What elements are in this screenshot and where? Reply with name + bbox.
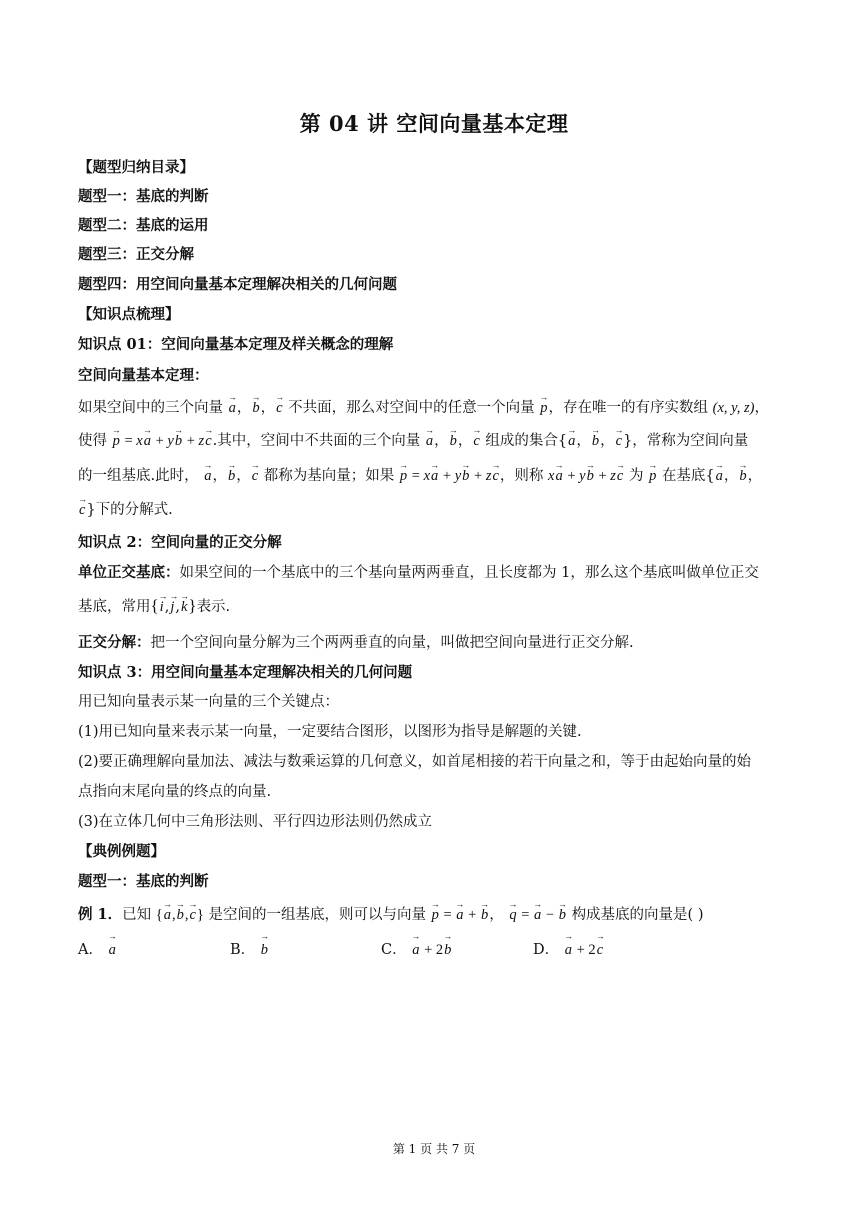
choice-d[interactable]: D． → a + 2→ c xyxy=(533,938,604,959)
choice-a[interactable]: A． → a xyxy=(78,938,117,959)
page-title: 第 04 讲 空间向量基本定理 xyxy=(299,111,569,136)
kp1-paragraph-line-3: 的一组基底.此时， → a，→ b，→ c 都称为基向量；如果 → p = x→ a + y→ b + z→ c，则称 x→ a + y→ b + z→ c 为 → p 在基底{→ a，→ b， xyxy=(78,466,798,486)
example-1-question: 例 1．已知 {→ a,→ b,→ c} 是空间的一组基底，则可以与向量 → p = → a + → b， → q = → a − → b 构成基底的向量是( ) xyxy=(78,905,798,925)
page-footer: 第 1 页 共 7 页 xyxy=(392,1142,476,1156)
choice-b[interactable]: B． → b xyxy=(230,938,269,959)
kp3-line-1: 用已知向量表示某一向量的三个关键点： xyxy=(78,694,339,710)
choice-d-expr: → a + 2→ c xyxy=(564,942,604,958)
choice-c[interactable]: C． → a + 2→ b xyxy=(381,938,452,959)
section-knowledge-heading: 【知识点梳理】 xyxy=(78,306,180,323)
choice-a-expr: → a xyxy=(108,942,117,958)
type-item-3: 题型三：正交分解 xyxy=(78,246,194,263)
kp1-subtitle: 空间向量基本定理： xyxy=(78,367,209,384)
kp2-unit-line-2: 基底，常用{→ i,→ j,→ k}表示. xyxy=(78,596,798,617)
kp2-title: 知识点 2：空间向量的正交分解 xyxy=(78,534,282,551)
kp1-paragraph-line-2: 使得 → p = x→ a + y→ b + z→ c.其中，空间中不共面的三个向量 → a，→ b，→ c 组成的集合{→ a，→ b，→ c}，常称为空间向量 xyxy=(78,431,798,451)
kp3-line-5: (3)在立体几何中三角形法则、平行四边形法则仍然成立 xyxy=(78,814,433,830)
kp1-title: 知识点 01：空间向量基本定理及样关概念的理解 xyxy=(78,336,394,353)
type-item-2: 题型二：基底的运用 xyxy=(78,217,209,234)
kp1-paragraph-line-4: → c}下的分解式. xyxy=(78,500,798,520)
kp1-paragraph-line-1: 如果空间中的三个向量 → a，→ b，→ c 不共面，那么对空间中的任意一个向量 → p，存在唯一的有序实数组 (x, y, z)， xyxy=(78,398,798,418)
choice-c-expr: → a + 2→ b xyxy=(411,942,452,958)
kp3-line-4: 点指向末尾向量的终点的向量. xyxy=(78,784,272,800)
kp3-line-2: (1)用已知向量来表示某一向量，一定要结合图形，以图形为指导是解题的关键. xyxy=(78,724,582,740)
kp3-line-3: (2)要正确理解向量加法、减法与数乘运算的几何意义，如首尾相接的若干向量之和，等于由起始向量的始 xyxy=(78,754,752,770)
kp2-orth-line: 正交分解：把一个空间向量分解为三个两两垂直的向量，叫做把空间向量进行正交分解. xyxy=(78,634,634,651)
kp2-unit-line-1: 单位正交基底：如果空间的一个基底中的三个基向量两两垂直，且长度都为 1，那么这个基底叫做单位正交 xyxy=(78,564,759,581)
section-catalog-heading: 【题型归纳目录】 xyxy=(78,159,194,176)
section-examples-heading: 【典例例题】 xyxy=(78,843,165,860)
choice-b-expr: → b xyxy=(260,942,269,958)
kp3-title: 知识点 3：用空间向量基本定理解决相关的几何问题 xyxy=(78,664,413,681)
type-item-4: 题型四：用空间向量基本定理解决相关的几何问题 xyxy=(78,276,397,293)
type-item-1: 题型一：基底的判断 xyxy=(78,188,209,205)
example-type-heading: 题型一：基底的判断 xyxy=(78,873,209,890)
